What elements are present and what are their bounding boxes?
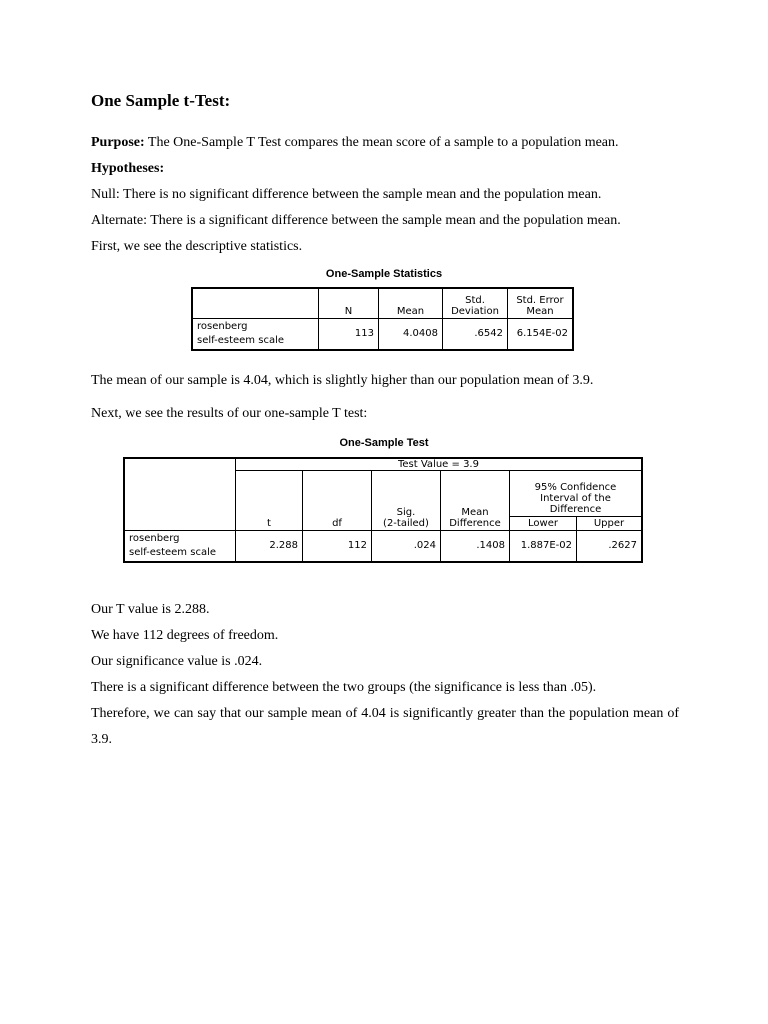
null-hypothesis: Null: There is no significant difference between the sample mean and the population mean. [91,187,602,202]
first-paragraph: First, we see the descriptive statistics. [91,239,303,254]
conclusion-sig: Our significance value is .024. [91,653,263,669]
test-upper-value: .2627 [577,530,643,562]
stats-stderr-value: 6.154E-02 [508,318,574,350]
test-row-label: rosenberg self-esteem scale [124,530,236,562]
stats-stddev-value: .6542 [443,318,508,350]
next-paragraph: Next, we see the results of our one-sample T test: [91,405,368,421]
conclusion-difference: There is a significant difference between the two groups (the significance is less than .05). [91,679,597,695]
test-header-lower: Lower [510,516,577,530]
conclusion-final: Therefore, we can say that our sample mean of 4.04 is significantly greater than the population mean of 3.9. [91,705,679,747]
test-header-df: df [303,470,372,530]
test-lower-value: 1.887E-02 [510,530,577,562]
test-t-value: 2.288 [236,530,303,562]
test-header-upper: Upper [577,516,643,530]
test-table-title: One-Sample Test [339,436,429,449]
stats-row-label: rosenberg self-esteem scale [192,318,319,350]
stats-table [191,287,574,351]
conclusion-t: Our T value is 2.288. [91,601,210,617]
stats-header-stderr: Std. Error Mean [508,288,574,318]
purpose-text: The One-Sample T Test compares the mean score of a sample to a population mean. [144,135,619,150]
purpose-paragraph [91,130,679,156]
hypotheses-label: Hypotheses: [91,161,165,176]
mean-paragraph: The mean of our sample is 4.04, which is slightly higher than our population mean of 3.9. [91,372,594,388]
conclusion-df: We have 112 degrees of freedom. [91,627,279,643]
test-mean-diff-value: .1408 [441,530,510,562]
test-header-t: t [236,470,303,530]
alternate-hypothesis: Alternate: There is a significant difference between the sample mean and the population mean. [91,213,621,228]
stats-table-title: One-Sample Statistics [325,268,443,280]
test-table [123,457,643,563]
stats-header-n: N [319,288,379,318]
page-title: One Sample t-Test: [91,91,231,110]
purpose-label: Purpose: [91,135,145,150]
test-header-sig: Sig. (2-tailed) [372,470,441,530]
test-sig-value: .024 [372,530,441,562]
test-value-header: Test Value = 3.9 [236,458,643,471]
stats-header-stddev: Std. Deviation [443,288,508,318]
test-df-value: 112 [303,530,372,562]
stats-n-value: 113 [319,318,379,350]
document-page [91,90,679,753]
stats-header-mean: Mean [379,288,443,318]
stats-corner-cell [192,288,319,318]
test-header-mean-diff: Mean Difference [441,470,510,530]
stats-mean-value: 4.0408 [379,318,443,350]
test-header-ci: 95% Confidence Interval of the Difference [510,470,643,516]
test-corner-cell [124,458,236,531]
